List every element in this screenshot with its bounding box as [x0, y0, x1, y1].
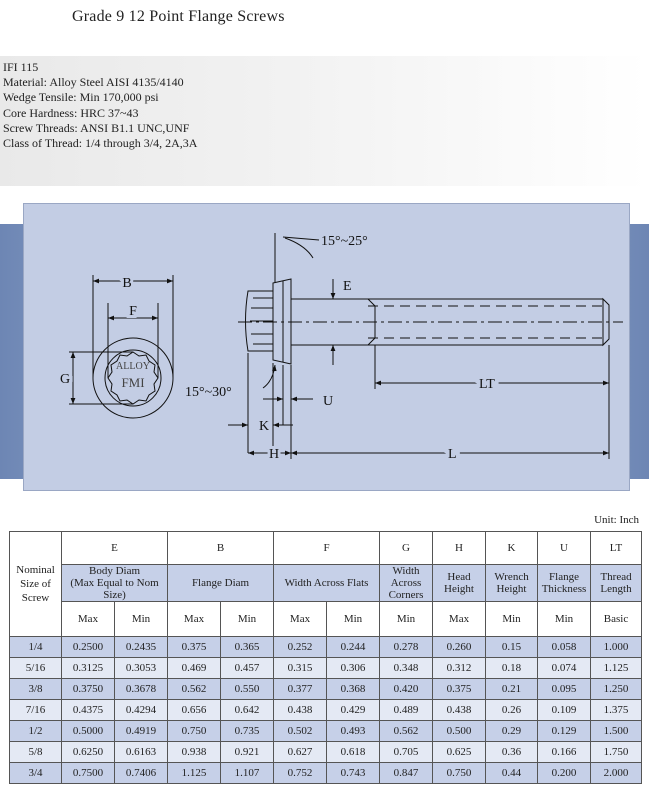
table-cell: 0.705: [380, 742, 433, 763]
table-cell: 0.735: [221, 721, 274, 742]
nominal-size-header: Nominal Size of Screw: [10, 532, 62, 637]
table-cell: 0.752: [274, 763, 327, 784]
col-header-f: F: [274, 532, 380, 565]
table-row: [10, 679, 642, 700]
label-lt: LT: [479, 377, 495, 392]
table-cell: 1.125: [168, 763, 221, 784]
table-cell: 0.074: [538, 658, 591, 679]
col-header-e: E: [62, 532, 168, 565]
sub-header-k-min: Min: [486, 602, 538, 637]
sub-header-f-max: Max: [274, 602, 327, 637]
table-cell: 0.938: [168, 742, 221, 763]
col-name-wrench-height: Wrench Height: [486, 565, 538, 602]
table-cell: 0.166: [538, 742, 591, 763]
col-header-lt: LT: [591, 532, 642, 565]
col-header-b: B: [168, 532, 274, 565]
table-cell: 1.375: [591, 700, 642, 721]
label-b: B: [122, 276, 132, 291]
table-cell: 0.315: [274, 658, 327, 679]
table-cell: 0.058: [538, 637, 591, 658]
table-cell: 0.244: [327, 637, 380, 658]
table-cell: 0.750: [433, 763, 486, 784]
sub-header-b-min: Min: [221, 602, 274, 637]
col-name-flange-diam: Flange Diam: [168, 565, 274, 602]
table-cell: 1.500: [591, 721, 642, 742]
unit-label: Unit: Inch: [594, 514, 639, 526]
nominal-size-cell: 7/16: [10, 700, 62, 721]
label-g: G: [59, 372, 71, 387]
table-cell: 0.429: [327, 700, 380, 721]
table-cell: 0.438: [433, 700, 486, 721]
table-row: [10, 763, 642, 784]
table-cell: 0.200: [538, 763, 591, 784]
table-cell: 1.250: [591, 679, 642, 700]
col-name-flange-thickness: Flange Thickness: [538, 565, 591, 602]
spec-block: [0, 56, 649, 186]
col-header-h: H: [433, 532, 486, 565]
sub-header-u-min: Min: [538, 602, 591, 637]
col-header-g: G: [380, 532, 433, 565]
label-k: K: [259, 419, 270, 434]
table-cell: 0.743: [327, 763, 380, 784]
table-cell: 0.18: [486, 658, 538, 679]
nominal-size-cell: 3/4: [10, 763, 62, 784]
table-cell: 0.457: [221, 658, 274, 679]
table-cell: 0.15: [486, 637, 538, 658]
spec-line-tensile: Wedge Tensile: Min 170,000 psi: [3, 90, 159, 104]
angle-top-label: 15°~25°: [321, 234, 368, 249]
table-cell: 0.260: [433, 637, 486, 658]
table-cell: 0.365: [221, 637, 274, 658]
nominal-size-cell: 1/4: [10, 637, 62, 658]
table-cell: 0.6163: [115, 742, 168, 763]
table-cell: 0.6250: [62, 742, 115, 763]
table-row: [10, 742, 642, 763]
nominal-size-cell: 5/16: [10, 658, 62, 679]
table-cell: 1.000: [591, 637, 642, 658]
page-title: Grade 9 12 Point Flange Screws: [72, 8, 285, 25]
table-row: [10, 721, 642, 742]
screw-diagram: [23, 203, 630, 491]
table-cell: 0.129: [538, 721, 591, 742]
table-cell: 0.3750: [62, 679, 115, 700]
spec-line-standard: IFI 115: [3, 60, 39, 74]
label-l: L: [448, 447, 457, 462]
table-cell: 0.469: [168, 658, 221, 679]
table-cell: 2.000: [591, 763, 642, 784]
table-cell: 0.29: [486, 721, 538, 742]
table-cell: 0.500: [433, 721, 486, 742]
table-cell: 0.493: [327, 721, 380, 742]
nominal-size-cell: 3/8: [10, 679, 62, 700]
table-cell: 0.642: [221, 700, 274, 721]
table-cell: 0.489: [380, 700, 433, 721]
nominal-size-cell: 1/2: [10, 721, 62, 742]
spec-line-material: Material: Alloy Steel AISI 4135/4140: [3, 75, 184, 89]
spec-line-threads: Screw Threads: ANSI B1.1 UNC,UNF: [3, 121, 190, 135]
table-cell: 0.4375: [62, 700, 115, 721]
table-cell: 0.4919: [115, 721, 168, 742]
head-marking-alloy: ALLOY: [116, 361, 150, 372]
table-cell: 0.109: [538, 700, 591, 721]
spec-line-class: Class of Thread: 1/4 through 3/4, 2A,3A: [3, 136, 198, 150]
table-cell: 0.562: [168, 679, 221, 700]
table-cell: 1.750: [591, 742, 642, 763]
table-cell: 0.3125: [62, 658, 115, 679]
table-row: [10, 637, 642, 658]
sub-header-e-max: Max: [62, 602, 115, 637]
col-name-body-diam: Body Diam (Max Equal to Nom Size): [62, 565, 168, 602]
table-cell: 0.21: [486, 679, 538, 700]
table-cell: 0.5000: [62, 721, 115, 742]
spec-line-hardness: Core Hardness: HRC 37~43: [3, 106, 139, 120]
table-cell: 1.125: [591, 658, 642, 679]
table-cell: 0.44: [486, 763, 538, 784]
table-cell: 0.3678: [115, 679, 168, 700]
col-header-k: K: [486, 532, 538, 565]
table-row: [10, 700, 642, 721]
table-cell: 0.377: [274, 679, 327, 700]
label-e: E: [343, 279, 352, 294]
sub-header-lt-basic: Basic: [591, 602, 642, 637]
nominal-size-cell: 5/8: [10, 742, 62, 763]
col-name-thread-length: Thread Length: [591, 565, 642, 602]
table-cell: 0.3053: [115, 658, 168, 679]
table-cell: 0.312: [433, 658, 486, 679]
table-cell: 0.750: [168, 721, 221, 742]
col-header-u: U: [538, 532, 591, 565]
table-cell: 0.252: [274, 637, 327, 658]
table-cell: 0.7406: [115, 763, 168, 784]
table-cell: 1.107: [221, 763, 274, 784]
dimension-table: [9, 531, 642, 784]
label-f: F: [129, 304, 137, 319]
label-u: U: [323, 394, 334, 409]
table-cell: 0.4294: [115, 700, 168, 721]
head-marking-fmi: FMI: [121, 375, 145, 390]
table-cell: 0.2500: [62, 637, 115, 658]
table-cell: 0.618: [327, 742, 380, 763]
angle-bottom-label: 15°~30°: [185, 385, 232, 400]
table-cell: 0.375: [433, 679, 486, 700]
table-cell: 0.2435: [115, 637, 168, 658]
table-cell: 0.438: [274, 700, 327, 721]
sub-header-b-max: Max: [168, 602, 221, 637]
table-cell: 0.420: [380, 679, 433, 700]
table-cell: 0.278: [380, 637, 433, 658]
table-cell: 0.847: [380, 763, 433, 784]
sub-header-e-min: Min: [115, 602, 168, 637]
table-cell: 0.656: [168, 700, 221, 721]
col-name-width-corners: Width Across Corners: [380, 565, 433, 602]
table-cell: 0.550: [221, 679, 274, 700]
table-row: [10, 658, 642, 679]
table-cell: 0.625: [433, 742, 486, 763]
table-cell: 0.562: [380, 721, 433, 742]
table-cell: 0.306: [327, 658, 380, 679]
table-cell: 0.26: [486, 700, 538, 721]
table-cell: 0.921: [221, 742, 274, 763]
col-name-head-height: Head Height: [433, 565, 486, 602]
table-cell: 0.375: [168, 637, 221, 658]
sub-header-f-min: Min: [327, 602, 380, 637]
label-h: H: [269, 447, 280, 462]
table-cell: 0.095: [538, 679, 591, 700]
table-cell: 0.348: [380, 658, 433, 679]
table-cell: 0.368: [327, 679, 380, 700]
table-cell: 0.36: [486, 742, 538, 763]
sub-header-g-min: Min: [380, 602, 433, 637]
table-cell: 0.627: [274, 742, 327, 763]
table-cell: 0.502: [274, 721, 327, 742]
sub-header-h-max: Max: [433, 602, 486, 637]
col-name-width-flats: Width Across Flats: [274, 565, 380, 602]
table-cell: 0.7500: [62, 763, 115, 784]
